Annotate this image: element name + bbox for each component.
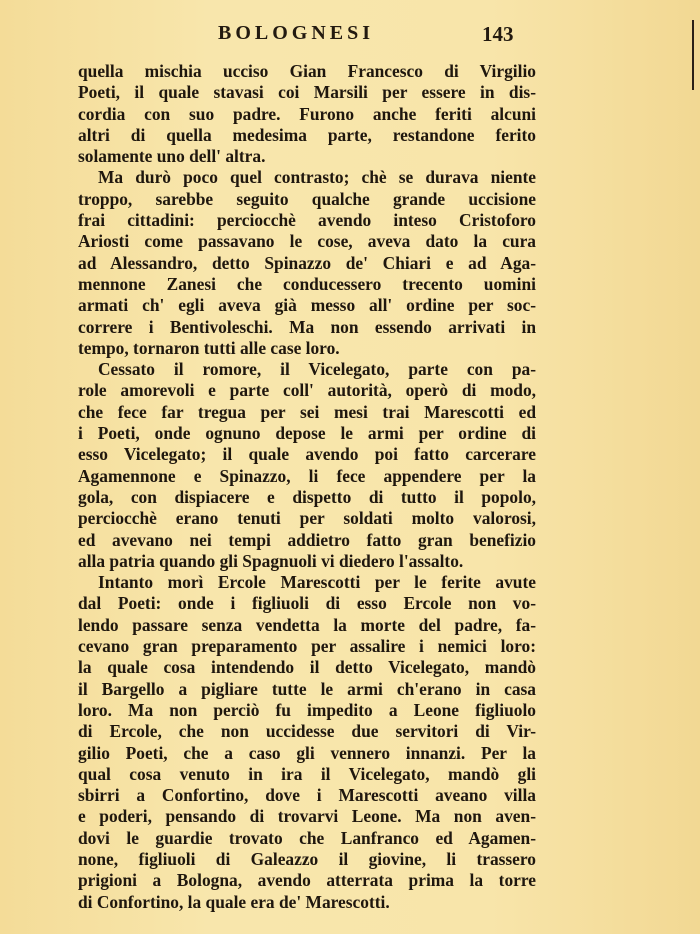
text-line: cordia con suo padre. Furono anche feriti alcuni — [78, 103, 536, 124]
text-line: esso Vicelegato; il quale avendo poi fatto carcerare — [78, 444, 536, 465]
text-line: lendo passare senza vendetta la morte del padre, fa- — [78, 614, 536, 635]
text-line: correre i Bentivoleschi. Ma non essendo arrivati in — [78, 316, 536, 337]
text-line: none, figliuoli di Galeazzo il giovine, li trassero — [78, 848, 536, 869]
page-number: 143 — [482, 22, 514, 46]
text-line: che fece far tregua per sei mesi trai Marescotti ed — [78, 401, 536, 422]
text-line: cevano gran preparamento per assalire i nemici loro: — [78, 636, 536, 657]
text-line: e poderi, pensando di trovarvi Leone. Ma non aven- — [78, 806, 536, 827]
text-line: quella mischia ucciso Gian Francesco di Virgilio — [78, 61, 536, 81]
text-line: Ma durò poco quel contrasto; chè se durava niente — [98, 167, 536, 188]
text-line: la quale cosa intendendo il detto Vicelegato, mandò — [78, 657, 536, 678]
text-line: perciocchè erano tenuti per soldati molto valorosi, — [78, 508, 536, 529]
text-line: di Ercole, che non uccidesse due servitori di Vir- — [78, 721, 536, 742]
text-line: tempo, tornaron tutti alle case loro. — [78, 337, 340, 358]
text-line: Agamennone e Spinazzo, li fece appendere per la — [78, 465, 536, 486]
text-line: i Poeti, onde ognuno depose le armi per ordine di — [78, 423, 536, 444]
text-line: dal Poeti: onde i figliuoli di esso Ercole non vo- — [78, 593, 536, 614]
text-line: Ariosti come passavano le cose, aveva dato la cura — [78, 231, 536, 252]
text-line: loro. Ma non perciò fu impedito a Leone figliuolo — [78, 699, 536, 720]
text-line: role amorevoli e parte coll' autorità, operò di modo, — [78, 380, 536, 401]
text-line: troppo, sarebbe seguito qualche grande uccisione — [78, 188, 536, 209]
text-line: gola, con dispiacere e dispetto di tutto il popolo, — [78, 486, 536, 507]
text-line: alla patria quando gli Spagnuoli vi diedero l'assalto. — [78, 550, 464, 571]
text-line: sbirri a Confortino, dove i Marescotti aveano villa — [78, 785, 536, 806]
text-line: frai cittadini: perciocchè avendo inteso Cristoforo — [78, 210, 536, 231]
text-line: qual cosa venuto in ira il Vicelegato, mandò gli — [78, 763, 536, 784]
text-line: di Confortino, la quale era de' Marescotti. — [78, 891, 390, 912]
text-line: gilio Poeti, che a caso gli vennero innanzi. Per la — [78, 742, 536, 763]
text-line: dovi le guardie trovato che Lanfranco ed Agamen- — [78, 827, 536, 848]
running-header — [0, 22, 700, 54]
text-line: Cessato il romore, il Vicelegato, parte con pa- — [98, 359, 536, 380]
text-line: il Bargello a pigliare tutte le armi ch'erano in casa — [78, 678, 536, 699]
text-line: Intanto morì Ercole Marescotti per le ferite avute — [98, 572, 536, 593]
text-line: mennone Zanesi che conducessero trecento uomini — [78, 273, 536, 294]
text-line: altri di quella medesima parte, restandone ferito — [78, 124, 536, 145]
text-line: Poeti, il quale stavasi coi Marsili per essere in dis- — [78, 82, 536, 103]
text-line: ed avevano nei tempi addietro fatto gran benefizio — [78, 529, 536, 550]
body-text — [78, 61, 536, 913]
text-line: solamente uno dell' altra. — [78, 146, 266, 167]
running-title: BOLOGNESI — [218, 22, 375, 44]
text-line: prigioni a Bologna, avendo atterrata prima la torre — [78, 870, 536, 891]
text-line: ad Alessandro, detto Spinazzo de' Chiari e ad Aga- — [78, 252, 536, 273]
text-line: armati ch' egli aveva già messo all' ordine per soc- — [78, 295, 536, 316]
